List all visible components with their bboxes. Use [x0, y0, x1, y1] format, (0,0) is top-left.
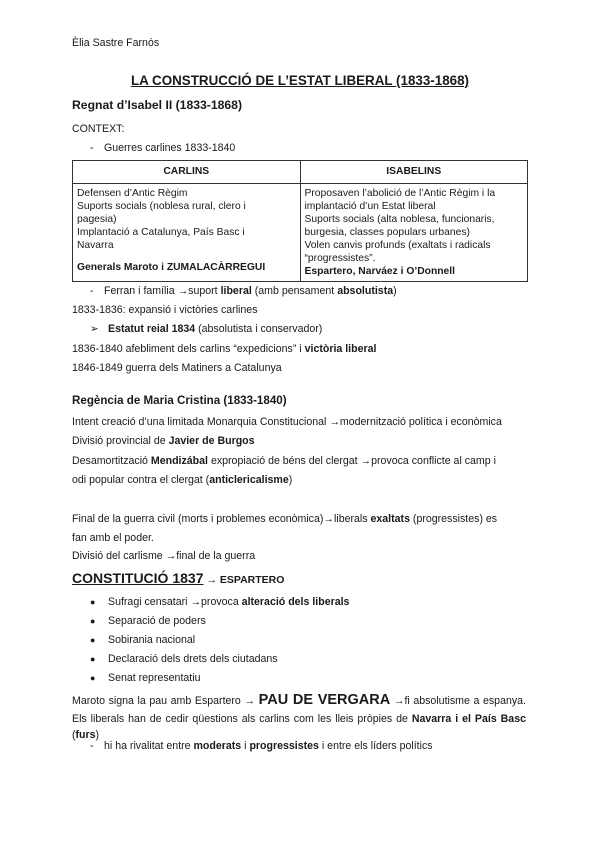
- text-run: i entre els líders polítics: [318, 740, 433, 752]
- text-run: Maroto signa la pau amb Espartero →: [72, 695, 259, 707]
- text-run: Senat representatiu: [108, 672, 201, 684]
- text-run: (amb pensament: [251, 285, 338, 297]
- list-item-estatut: [90, 323, 322, 336]
- list-item-guerres: [90, 142, 235, 155]
- bold-run: liberal: [220, 285, 252, 297]
- bullet-item: [90, 615, 206, 628]
- bullet-marker: ●: [90, 673, 96, 683]
- text-run: (absolutista i conservador): [195, 323, 323, 335]
- text-run: Ferran i família →suport: [104, 285, 221, 297]
- author-name: Èlia Sastre Farnós: [72, 37, 160, 49]
- bold-run: moderats: [193, 740, 242, 752]
- line-1846-1849: 1846-1849 guerra dels Matiners a Catalunya: [72, 362, 282, 374]
- text-run: i: [241, 740, 250, 752]
- line-1836-1840: [72, 343, 376, 356]
- bold-run: Javier de Burgos: [168, 435, 255, 447]
- text-run: ): [288, 474, 293, 486]
- text-run: Final de la guerra civil (morts i problemes econòmica)→liberals: [72, 513, 371, 525]
- text-run: (progressistes) es: [409, 513, 498, 525]
- text-run: ): [393, 285, 397, 297]
- bullet-item: [90, 634, 195, 647]
- cell-line: pagesia): [77, 214, 117, 226]
- cell-line: Defensen d’Antic Règim: [77, 188, 188, 199]
- text-run: (: [72, 728, 76, 741]
- text-run: odi popular contra el clergat (: [72, 474, 210, 486]
- section-heading-constitucio: [72, 570, 284, 588]
- text-run: Declaració dels drets dels ciutadans: [108, 653, 278, 665]
- bold-run: progressistes: [249, 740, 319, 752]
- cell-line: Proposaven l’abolició de l’Antic Règim i la: [304, 188, 496, 199]
- text-run: →fi absolutisme a espanya. Els liberals han de cedir qüestions als carlins com les lleis pròpies de: [72, 695, 526, 725]
- bullet-item: [90, 653, 278, 666]
- comparison-table: [72, 160, 528, 282]
- text-run: hi ha rivalitat entre: [104, 740, 194, 752]
- text-run: Separació de poders: [108, 615, 206, 627]
- line-divisio-provincial: [72, 435, 255, 448]
- heading-main: CONSTITUCIÓ 1837: [72, 570, 204, 586]
- line-fan-poder: fan amb el poder.: [72, 532, 154, 544]
- bold-run: absolutista: [337, 285, 394, 297]
- bullet-marker: ●: [90, 654, 96, 664]
- bold-run: Navarra i el País Basc: [411, 712, 526, 725]
- list-item-rivalitat: [90, 740, 433, 753]
- cell-line: Suports socials (noblesa rural, clero i: [77, 201, 246, 213]
- text-run: Sufragi censatari →provoca: [108, 596, 242, 608]
- paragraph-pau-vergara: [72, 690, 526, 744]
- cell-line: Suports socials (alta noblesa, funcionaris,: [304, 214, 495, 226]
- cell-line: implantació d’un Estat liberal: [304, 201, 436, 213]
- cell-line: Navarra: [77, 240, 114, 252]
- bullet-marker: ●: [90, 616, 96, 626]
- cell-line: burgesia, classes populars urbanes): [304, 227, 470, 239]
- document-title: LA CONSTRUCCIÓ DE L’ESTAT LIBERAL (1833-1868): [130, 73, 470, 88]
- heading-suffix: → ESPARTERO: [206, 574, 285, 586]
- emphasis-pau-vergara: PAU DE VERGARA: [258, 692, 391, 708]
- list-item-text: Guerres carlines 1833-1840: [104, 142, 236, 154]
- bullet-marker: ●: [90, 597, 96, 607]
- table-header-isabelins: ISABELINS: [300, 161, 528, 184]
- line-final-guerra: [72, 513, 497, 526]
- cell-line: Implantació a Catalunya, País Basc i: [77, 227, 245, 239]
- dash-marker: -: [90, 740, 94, 752]
- cell-footer-generals: Espartero, Narváez i O’Donnell: [304, 266, 455, 278]
- dash-marker: -: [90, 285, 94, 297]
- table-header-carlins: CARLINS: [73, 161, 301, 184]
- bold-run: furs: [75, 728, 96, 741]
- dash-marker: -: [90, 142, 94, 154]
- text-run: Sobirania nacional: [108, 634, 196, 646]
- context-label: CONTEXT:: [72, 123, 125, 135]
- cell-line: Volen canvis profunds (exaltats i radicals: [304, 240, 491, 252]
- line-1833-1836: 1833-1836: expansió i victòries carlines: [72, 304, 258, 316]
- table-header-row: [73, 161, 528, 184]
- bullet-item: [90, 596, 349, 609]
- text-run: Desamortització: [72, 455, 151, 467]
- bold-run: exaltats: [370, 513, 410, 525]
- line-monarquia: Intent creació d’una limitada Monarquia Constitucional →modernització política i econòmica: [72, 416, 502, 428]
- bold-run: Estatut reial 1834: [108, 323, 196, 335]
- bold-run: anticlericalisme: [209, 474, 289, 486]
- text-run: Divisió provincial de: [72, 435, 169, 447]
- table-cell-isabelins: [300, 184, 528, 282]
- text-run: 1836-1840 afebliment dels carlins “expedicions” i: [72, 343, 305, 355]
- table-row: [73, 184, 528, 282]
- bold-run: victòria liberal: [304, 343, 377, 355]
- line-anticlericalisme: [72, 474, 292, 487]
- section-heading-regencia: Regència de Maria Cristina (1833-1840): [72, 394, 287, 407]
- list-item-ferran: [90, 285, 397, 298]
- arrowhead-marker: ➢: [90, 323, 99, 335]
- text-run: ): [95, 728, 100, 741]
- line-divisio-carlisme: Divisió del carlisme →final de la guerra: [72, 550, 256, 562]
- section-heading-isabel: Regnat d’Isabel II (1833-1868): [72, 98, 243, 112]
- line-desamortitzacio: [72, 455, 496, 468]
- cell-line: “progressistes”.: [304, 253, 376, 265]
- bullet-marker: ●: [90, 635, 96, 645]
- text-run: expropiació de béns del clergat →provoca conflicte al camp i: [208, 455, 496, 467]
- cell-footer-generals: Generals Maroto i ZUMALACÀRREGUI: [77, 262, 266, 274]
- table-cell-carlins: [73, 184, 301, 282]
- bold-run: Mendizábal: [150, 455, 208, 467]
- bullet-item: [90, 672, 200, 685]
- bold-run: alteració dels liberals: [241, 596, 350, 608]
